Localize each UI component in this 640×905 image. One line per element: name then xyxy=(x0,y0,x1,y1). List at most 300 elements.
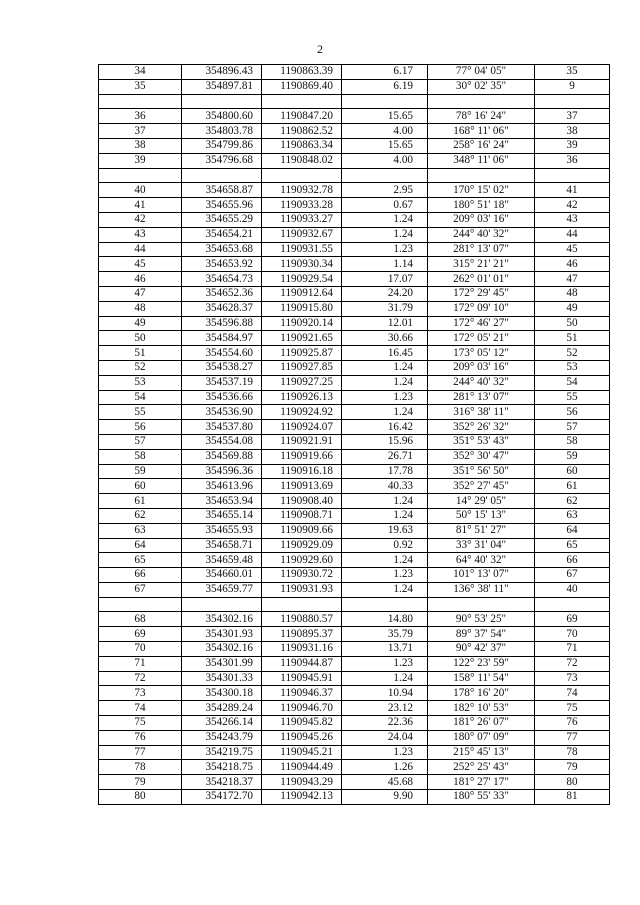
table-cell: 6.17 xyxy=(342,65,428,80)
table-cell: 45 xyxy=(99,257,182,272)
table-row xyxy=(99,745,610,760)
table-cell: 16.45 xyxy=(342,346,428,361)
table-row xyxy=(99,331,610,346)
table-cell: 24.04 xyxy=(342,730,428,745)
table-cell: 354219.75 xyxy=(182,745,262,760)
table-cell xyxy=(182,168,262,183)
table-cell: 26.71 xyxy=(342,449,428,464)
coordinates-table xyxy=(98,64,610,805)
table-cell: 262° 01' 01" xyxy=(428,272,535,287)
table-cell: 182° 10' 53" xyxy=(428,701,535,716)
table-cell: 51 xyxy=(535,331,610,346)
table-cell: 10.94 xyxy=(342,686,428,701)
table-cell: 348° 11' 06" xyxy=(428,153,535,168)
table-cell: 1190921.91 xyxy=(262,434,342,449)
table-cell: 49 xyxy=(99,316,182,331)
table-cell: 35.79 xyxy=(342,627,428,642)
table-row xyxy=(99,420,610,435)
table-cell: 1.24 xyxy=(342,212,428,227)
table-cell: 80 xyxy=(99,790,182,805)
table-cell: 1.23 xyxy=(342,745,428,760)
table-cell: 69 xyxy=(535,612,610,627)
table-cell: 354596.36 xyxy=(182,464,262,479)
table-cell: 37 xyxy=(535,109,610,124)
table-cell: 64° 40' 32" xyxy=(428,553,535,568)
table-cell: 33° 31' 04" xyxy=(428,538,535,553)
table-cell: 244° 40' 32" xyxy=(428,227,535,242)
table-cell: 1190920.14 xyxy=(262,316,342,331)
table-cell: 56 xyxy=(99,420,182,435)
table-cell: 180° 51' 18" xyxy=(428,198,535,213)
table-cell: 73 xyxy=(535,671,610,686)
table-cell: 352° 26' 32" xyxy=(428,420,535,435)
table-cell: 56 xyxy=(535,405,610,420)
table-cell: 1190913.69 xyxy=(262,479,342,494)
table-cell: 168° 11' 06" xyxy=(428,124,535,139)
table-cell: 122° 23' 59" xyxy=(428,656,535,671)
table-row xyxy=(99,227,610,242)
table-cell: 1190924.07 xyxy=(262,420,342,435)
table-cell: 63 xyxy=(535,508,610,523)
table-cell: 66 xyxy=(535,553,610,568)
table-cell: 1.24 xyxy=(342,508,428,523)
table-cell: 31.79 xyxy=(342,301,428,316)
table-cell: 354655.29 xyxy=(182,212,262,227)
table-cell: 1.24 xyxy=(342,553,428,568)
table-cell: 136° 38' 11" xyxy=(428,582,535,597)
table-cell: 81° 51' 27" xyxy=(428,523,535,538)
table-cell: 1190942.13 xyxy=(262,790,342,805)
table-cell xyxy=(342,597,428,612)
table-cell: 1190930.72 xyxy=(262,568,342,583)
table-row xyxy=(99,464,610,479)
table-cell xyxy=(182,94,262,109)
table-cell xyxy=(535,168,610,183)
table-cell: 24.20 xyxy=(342,286,428,301)
table-cell: 44 xyxy=(99,242,182,257)
table-cell xyxy=(535,94,610,109)
table-cell: 354172.70 xyxy=(182,790,262,805)
table-cell: 354301.99 xyxy=(182,656,262,671)
table-cell: 1190930.34 xyxy=(262,257,342,272)
table-cell: 77 xyxy=(99,745,182,760)
table-cell: 1190927.85 xyxy=(262,360,342,375)
table-row xyxy=(99,65,610,80)
table-row xyxy=(99,183,610,198)
table-row xyxy=(99,360,610,375)
table-cell: 34 xyxy=(99,65,182,80)
table-cell: 281° 13' 07" xyxy=(428,390,535,405)
table-cell: 62 xyxy=(99,508,182,523)
table-cell: 354654.73 xyxy=(182,272,262,287)
table-cell: 70 xyxy=(99,642,182,657)
table-row xyxy=(99,153,610,168)
table-cell: 14.80 xyxy=(342,612,428,627)
table-cell: 23.12 xyxy=(342,701,428,716)
table-cell: 78° 16' 24" xyxy=(428,109,535,124)
table-cell: 41 xyxy=(535,183,610,198)
table-cell: 1190927.25 xyxy=(262,375,342,390)
table-cell: 354302.16 xyxy=(182,642,262,657)
table-cell: 354302.16 xyxy=(182,612,262,627)
table-cell: 1190924.92 xyxy=(262,405,342,420)
table-cell: 354896.43 xyxy=(182,65,262,80)
table-cell: 1190946.37 xyxy=(262,686,342,701)
table-cell: 354289.24 xyxy=(182,701,262,716)
table-cell xyxy=(535,597,610,612)
table-cell: 61 xyxy=(99,494,182,509)
table-cell: 39 xyxy=(99,153,182,168)
table-cell: 81 xyxy=(535,790,610,805)
table-cell: 78 xyxy=(99,760,182,775)
table-cell: 1190848.02 xyxy=(262,153,342,168)
table-cell: 35 xyxy=(99,79,182,94)
table-cell: 64 xyxy=(99,538,182,553)
table-row xyxy=(99,346,610,361)
table-cell: 354653.92 xyxy=(182,257,262,272)
table-cell: 1190933.27 xyxy=(262,212,342,227)
table-cell: 354538.27 xyxy=(182,360,262,375)
table-cell: 80 xyxy=(535,775,610,790)
table-cell: 69 xyxy=(99,627,182,642)
table-cell: 36 xyxy=(99,109,182,124)
table-cell: 78 xyxy=(535,745,610,760)
table-cell: 354537.80 xyxy=(182,420,262,435)
table-cell: 60 xyxy=(535,464,610,479)
table-cell: 51 xyxy=(99,346,182,361)
table-cell: 315° 21' 21" xyxy=(428,257,535,272)
table-row xyxy=(99,434,610,449)
table-cell: 1190908.71 xyxy=(262,508,342,523)
table-cell: 40.33 xyxy=(342,479,428,494)
table-row xyxy=(99,730,610,745)
table-cell: 1190925.87 xyxy=(262,346,342,361)
table-cell: 46 xyxy=(99,272,182,287)
table-cell: 65 xyxy=(535,538,610,553)
table-cell: 55 xyxy=(99,405,182,420)
table-cell: 354659.77 xyxy=(182,582,262,597)
table-row xyxy=(99,656,610,671)
table-cell: 53 xyxy=(99,375,182,390)
table-cell: 172° 29' 45" xyxy=(428,286,535,301)
table-cell: 354660.01 xyxy=(182,568,262,583)
table-cell: 48 xyxy=(535,286,610,301)
table-cell: 354655.14 xyxy=(182,508,262,523)
table-cell: 1.24 xyxy=(342,227,428,242)
table-cell: 14° 29' 05" xyxy=(428,494,535,509)
table-cell: 60 xyxy=(99,479,182,494)
table-cell: 57 xyxy=(99,434,182,449)
table-cell: 17.78 xyxy=(342,464,428,479)
table-row xyxy=(99,775,610,790)
table-cell: 47 xyxy=(99,286,182,301)
blank-separator-row xyxy=(99,94,610,109)
table-cell: 1190946.70 xyxy=(262,701,342,716)
table-row xyxy=(99,627,610,642)
table-cell: 4.00 xyxy=(342,153,428,168)
table-row xyxy=(99,138,610,153)
table-cell: 71 xyxy=(535,642,610,657)
table-cell: 1190863.34 xyxy=(262,138,342,153)
table-cell: 79 xyxy=(99,775,182,790)
table-cell: 354796.68 xyxy=(182,153,262,168)
table-row xyxy=(99,390,610,405)
table-cell: 0.92 xyxy=(342,538,428,553)
table-cell: 1.26 xyxy=(342,760,428,775)
table-cell: 354266.14 xyxy=(182,716,262,731)
table-cell: 22.36 xyxy=(342,716,428,731)
table-row xyxy=(99,538,610,553)
table-cell: 180° 55' 33" xyxy=(428,790,535,805)
table-cell: 74 xyxy=(535,686,610,701)
table-cell: 1190919.66 xyxy=(262,449,342,464)
table-cell: 354653.94 xyxy=(182,494,262,509)
table-cell: 172° 46' 27" xyxy=(428,316,535,331)
table-cell: 1190926.13 xyxy=(262,390,342,405)
table-cell: 1190880.57 xyxy=(262,612,342,627)
table-cell: 354658.87 xyxy=(182,183,262,198)
table-cell: 173° 05' 12" xyxy=(428,346,535,361)
table-cell: 44 xyxy=(535,227,610,242)
table-cell: 1.24 xyxy=(342,494,428,509)
table-cell: 37 xyxy=(99,124,182,139)
table-cell: 35 xyxy=(535,65,610,80)
table-cell: 9.90 xyxy=(342,790,428,805)
table-cell: 0.67 xyxy=(342,198,428,213)
table-cell: 38 xyxy=(99,138,182,153)
table-cell: 72 xyxy=(99,671,182,686)
table-row xyxy=(99,612,610,627)
table-cell: 76 xyxy=(99,730,182,745)
table-cell: 354654.21 xyxy=(182,227,262,242)
table-row xyxy=(99,109,610,124)
table-cell: 42 xyxy=(535,198,610,213)
table-cell: 40 xyxy=(99,183,182,198)
table-cell: 172° 05' 21" xyxy=(428,331,535,346)
table-cell: 1190929.60 xyxy=(262,553,342,568)
table-row xyxy=(99,716,610,731)
blank-separator-row xyxy=(99,168,610,183)
table-cell: 354658.71 xyxy=(182,538,262,553)
table-cell: 64 xyxy=(535,523,610,538)
table-row xyxy=(99,198,610,213)
table-cell: 354800.60 xyxy=(182,109,262,124)
table-cell: 49 xyxy=(535,301,610,316)
table-cell: 354596.88 xyxy=(182,316,262,331)
table-cell: 354628.37 xyxy=(182,301,262,316)
table-cell: 354652.36 xyxy=(182,286,262,301)
table-cell: 39 xyxy=(535,138,610,153)
table-cell: 15.96 xyxy=(342,434,428,449)
table-cell: 1190915.80 xyxy=(262,301,342,316)
table-cell: 70 xyxy=(535,627,610,642)
table-cell: 252° 25' 43" xyxy=(428,760,535,775)
table-cell: 351° 53' 43" xyxy=(428,434,535,449)
table-cell: 43 xyxy=(99,227,182,242)
table-cell: 72 xyxy=(535,656,610,671)
table-cell: 75 xyxy=(99,716,182,731)
table-cell: 13.71 xyxy=(342,642,428,657)
table-cell: 1190943.29 xyxy=(262,775,342,790)
table-cell: 67 xyxy=(535,568,610,583)
table-cell: 354300.18 xyxy=(182,686,262,701)
table-cell: 1190944.49 xyxy=(262,760,342,775)
table-cell: 181° 26' 07" xyxy=(428,716,535,731)
table-cell: 1190895.37 xyxy=(262,627,342,642)
table-cell: 1190909.66 xyxy=(262,523,342,538)
table-cell: 6.19 xyxy=(342,79,428,94)
table-row xyxy=(99,671,610,686)
table-cell: 76 xyxy=(535,716,610,731)
table-cell: 354301.93 xyxy=(182,627,262,642)
table-cell: 79 xyxy=(535,760,610,775)
table-row xyxy=(99,790,610,805)
table-cell: 57 xyxy=(535,420,610,435)
table-cell: 65 xyxy=(99,553,182,568)
table-cell: 354218.75 xyxy=(182,760,262,775)
table-cell: 354537.19 xyxy=(182,375,262,390)
table-cell: 1.23 xyxy=(342,242,428,257)
table-cell: 42 xyxy=(99,212,182,227)
table-cell: 48 xyxy=(99,301,182,316)
table-row xyxy=(99,79,610,94)
table-row xyxy=(99,479,610,494)
table-cell: 40 xyxy=(535,582,610,597)
table-cell: 1.24 xyxy=(342,360,428,375)
table-row xyxy=(99,301,610,316)
table-cell: 354301.33 xyxy=(182,671,262,686)
table-cell: 1190869.40 xyxy=(262,79,342,94)
table-cell: 352° 27' 45" xyxy=(428,479,535,494)
table-cell: 71 xyxy=(99,656,182,671)
table-cell: 244° 40' 32" xyxy=(428,375,535,390)
table-row xyxy=(99,405,610,420)
table-cell xyxy=(262,168,342,183)
table-cell: 178° 16' 20" xyxy=(428,686,535,701)
table-cell: 354536.90 xyxy=(182,405,262,420)
table-cell: 354536.66 xyxy=(182,390,262,405)
table-cell: 90° 53' 25" xyxy=(428,612,535,627)
table-cell: 73 xyxy=(99,686,182,701)
table-cell: 354659.48 xyxy=(182,553,262,568)
table-cell: 58 xyxy=(535,434,610,449)
table-cell: 9 xyxy=(535,79,610,94)
table-cell: 52 xyxy=(535,346,610,361)
table-cell: 1.24 xyxy=(342,582,428,597)
table-cell: 1190945.21 xyxy=(262,745,342,760)
table-cell: 1.14 xyxy=(342,257,428,272)
table-cell: 1190944.87 xyxy=(262,656,342,671)
table-cell: 89° 37' 54" xyxy=(428,627,535,642)
table-cell: 30° 02' 35" xyxy=(428,79,535,94)
table-cell xyxy=(428,94,535,109)
table-cell: 1190945.82 xyxy=(262,716,342,731)
table-cell: 354897.81 xyxy=(182,79,262,94)
table-row xyxy=(99,286,610,301)
table-row xyxy=(99,686,610,701)
table-row xyxy=(99,760,610,775)
table-row xyxy=(99,257,610,272)
table-cell: 47 xyxy=(535,272,610,287)
table-cell: 17.07 xyxy=(342,272,428,287)
table-cell: 74 xyxy=(99,701,182,716)
table-cell: 1190863.39 xyxy=(262,65,342,80)
table-cell: 354613.96 xyxy=(182,479,262,494)
table-cell: 43 xyxy=(535,212,610,227)
table-row xyxy=(99,494,610,509)
table-cell: 1190929.54 xyxy=(262,272,342,287)
table-cell: 55 xyxy=(535,390,610,405)
table-cell: 15.65 xyxy=(342,109,428,124)
table-row xyxy=(99,508,610,523)
table-cell: 59 xyxy=(535,449,610,464)
table-cell: 1190931.16 xyxy=(262,642,342,657)
table-row xyxy=(99,553,610,568)
table-cell xyxy=(262,94,342,109)
table-cell: 354655.93 xyxy=(182,523,262,538)
table-cell: 180° 07' 09" xyxy=(428,730,535,745)
table-cell: 1190931.55 xyxy=(262,242,342,257)
table-row xyxy=(99,316,610,331)
coordinates-table-container xyxy=(98,64,600,805)
table-cell: 1190921.65 xyxy=(262,331,342,346)
table-cell: 30.66 xyxy=(342,331,428,346)
page-number: 2 xyxy=(317,42,323,56)
table-cell: 158° 11' 54" xyxy=(428,671,535,686)
table-cell: 1190847.20 xyxy=(262,109,342,124)
table-row xyxy=(99,124,610,139)
table-cell: 59 xyxy=(99,464,182,479)
table-row xyxy=(99,582,610,597)
table-row xyxy=(99,568,610,583)
table-cell: 77° 04' 05" xyxy=(428,65,535,80)
table-cell: 1.24 xyxy=(342,375,428,390)
table-cell: 354554.60 xyxy=(182,346,262,361)
table-cell: 75 xyxy=(535,701,610,716)
table-cell: 354653.68 xyxy=(182,242,262,257)
table-cell: 1190862.52 xyxy=(262,124,342,139)
table-cell: 1190945.26 xyxy=(262,730,342,745)
table-cell xyxy=(99,597,182,612)
table-cell: 215° 45' 13" xyxy=(428,745,535,760)
table-row xyxy=(99,242,610,257)
table-cell: 58 xyxy=(99,449,182,464)
table-cell xyxy=(428,597,535,612)
table-cell: 209° 03' 16" xyxy=(428,212,535,227)
table-cell: 52 xyxy=(99,360,182,375)
table-cell: 50 xyxy=(535,316,610,331)
table-cell: 352° 30' 47" xyxy=(428,449,535,464)
table-cell: 66 xyxy=(99,568,182,583)
table-cell xyxy=(99,168,182,183)
table-cell: 12.01 xyxy=(342,316,428,331)
table-cell xyxy=(428,168,535,183)
table-cell: 68 xyxy=(99,612,182,627)
table-cell: 15.65 xyxy=(342,138,428,153)
table-cell: 181° 27' 17" xyxy=(428,775,535,790)
table-cell: 354569.88 xyxy=(182,449,262,464)
table-row xyxy=(99,701,610,716)
table-cell: 77 xyxy=(535,730,610,745)
table-cell: 46 xyxy=(535,257,610,272)
table-cell: 36 xyxy=(535,153,610,168)
table-cell: 354554.08 xyxy=(182,434,262,449)
table-cell: 281° 13' 07" xyxy=(428,242,535,257)
table-cell: 1190931.93 xyxy=(262,582,342,597)
table-row xyxy=(99,212,610,227)
table-cell: 354584.97 xyxy=(182,331,262,346)
table-cell: 101° 13' 07" xyxy=(428,568,535,583)
